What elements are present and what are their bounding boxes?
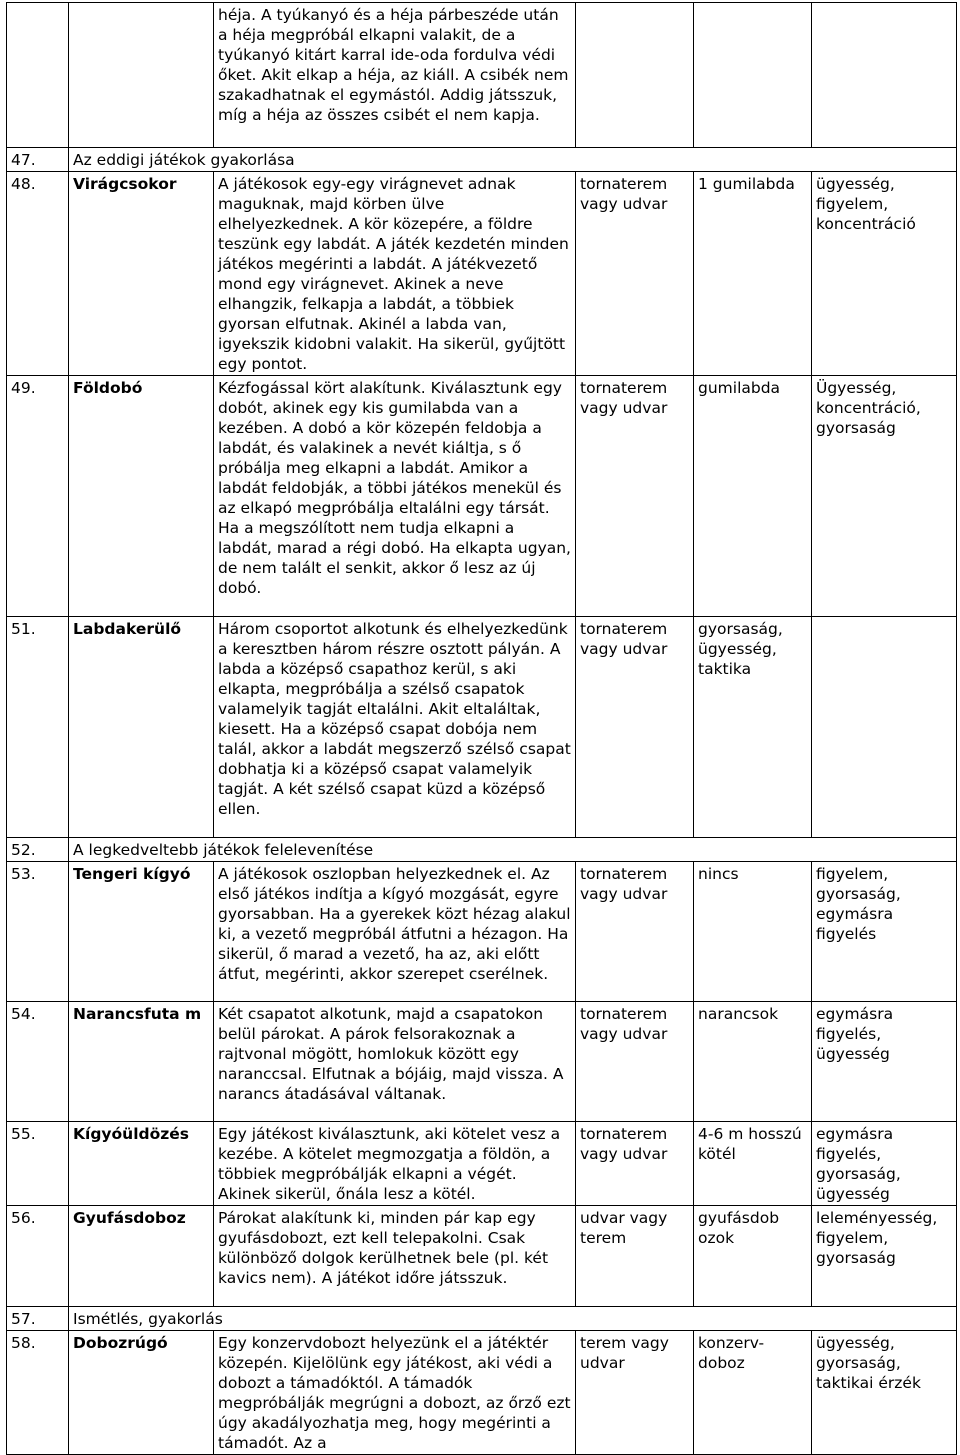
game-equipment: gumilabda [694, 376, 812, 617]
row-number: 51. [7, 617, 69, 838]
game-skills: figyelem, gyorsaság, egymásra figyelés [812, 862, 957, 1002]
game-location: tornaterem vagy udvar [576, 1002, 694, 1122]
section-title: A legkedveltebb játékok felelevenítése [69, 838, 957, 862]
table-row-section [7, 838, 957, 862]
row-number: 58. [7, 1331, 69, 1455]
row-number: 52. [7, 838, 69, 862]
game-name: Labdakerülő [69, 617, 214, 838]
section-title: Ismétlés, gyakorlás [69, 1307, 957, 1331]
table-row-intro [7, 3, 957, 148]
game-equipment: 4-6 m hosszú kötél [694, 1122, 812, 1206]
table-row [7, 1122, 957, 1206]
game-location: tornaterem vagy udvar [576, 172, 694, 376]
table-row-section [7, 148, 957, 172]
game-skills: leleményesség, figyelem, gyorsaság [812, 1206, 957, 1307]
game-equipment: narancsok [694, 1002, 812, 1122]
game-description: A játékosok egy-egy virágnevet adnak maguknak, majd körben ülve elhelyezkednek. A kör közepére, a földre teszünk egy labdát. A játék kezdetén minden játékos megérinti a labdát. A játékvezető mond egy virágnevet. Akinek a neve elhangzik, felkapja a labdát, a többiek gyorsan elfutnak. Akinél a labda van, igyekszik kidobni valakit. Ha sikerül, gyűjtött egy pontot. [214, 172, 576, 376]
game-location: tornaterem vagy udvar [576, 862, 694, 1002]
game-location: terem vagy udvar [576, 1331, 694, 1455]
table-row [7, 376, 957, 617]
section-title: Az eddigi játékok gyakorlása [69, 148, 957, 172]
game-location: tornaterem vagy udvar [576, 376, 694, 617]
row-number: 49. [7, 376, 69, 617]
game-location: tornaterem vagy udvar [576, 1122, 694, 1206]
game-name: Gyufásdoboz [69, 1206, 214, 1307]
row-number: 56. [7, 1206, 69, 1307]
game-location: udvar vagy terem [576, 1206, 694, 1307]
game-location: tornaterem vagy udvar [576, 617, 694, 838]
game-name: Tengeri kígyó [69, 862, 214, 1002]
row-number: 57. [7, 1307, 69, 1331]
table-row [7, 1331, 957, 1455]
game-skills: ügyesség, gyorsaság, taktikai érzék [812, 1331, 957, 1455]
intro-description: héja. A tyúkanyó és a héja párbeszéde után a héja megpróbál elkapni valakit, de a tyúkanyó kitárt karral ide-oda fordulva védi őket. Akit elkap a héja, az kiáll. A csibék nem szakadhatnak el egymástól. Addig játsszuk, míg a héja az összes csibét el nem kapja. [214, 3, 576, 148]
game-name: Dobozrúgó [69, 1331, 214, 1455]
game-name: Földobó [69, 376, 214, 617]
table-row [7, 617, 957, 838]
game-name: Virágcsokor [69, 172, 214, 376]
game-description: Egy játékost kiválasztunk, aki kötelet vesz a kezébe. A kötelet megmozgatja a földön, a többiek megpróbálják elkapni a végét. Akinek sikerül, őnála lesz a kötél. [214, 1122, 576, 1206]
game-description: Párokat alakítunk ki, minden pár kap egy gyufásdobozt, ezt kell telepakolni. Csak különböző dolgok kerülhetnek bele (pl. két kavics nem). A játékot időre játsszuk. [214, 1206, 576, 1307]
game-skills: ügyesség, figyelem, koncentráció [812, 172, 957, 376]
game-equipment: gyorsaság, ügyesség, taktika [694, 617, 812, 838]
game-description: Két csapatot alkotunk, majd a csapatokon belül párokat. A párok felsorakoznak a rajtvonal mögött, homlokuk között egy naranccsal. Elfutnak a bójáig, majd vissza. A narancs átadásával váltanak. [214, 1002, 576, 1122]
game-skills: Ügyesség, koncentráció, gyorsaság [812, 376, 957, 617]
table-row [7, 1206, 957, 1307]
game-equipment: 1 gumilabda [694, 172, 812, 376]
game-equipment: konzerv- doboz [694, 1331, 812, 1455]
game-name: Narancsfuta m [69, 1002, 214, 1122]
game-skills: egymásra figyelés, gyorsaság, ügyesség [812, 1122, 957, 1206]
table-row [7, 172, 957, 376]
games-table [6, 2, 957, 1455]
row-number: 54. [7, 1002, 69, 1122]
table-row-section [7, 1307, 957, 1331]
game-description: A játékosok oszlopban helyezkednek el. Az első játékos indítja a kígyó mozgását, egyre gyorsabban. Ha a gyerekek közt hézag alakul ki, a vezető megpróbál átfutni a hézagon. Ha sikerül, ő marad a vezető, ha az, aki előtt átfut, megérinti, akkor szerepet cserélnek. [214, 862, 576, 1002]
game-skills: egymásra figyelés, ügyesség [812, 1002, 957, 1122]
row-number: 47. [7, 148, 69, 172]
table-row [7, 862, 957, 1002]
table-row [7, 1002, 957, 1122]
game-equipment: nincs [694, 862, 812, 1002]
game-skills [812, 617, 957, 838]
game-description: Kézfogással kört alakítunk. Kiválasztunk egy dobót, akinek egy kis gumilabda van a kezében. A dobó a kör közepén feldobja a labdát, és valakinek a nevét kiáltja, s ő próbálja meg elkapni a labdát. Amikor a labdát feldobják, a többi játékos menekül és az elkapó megpróbálja eltalálni egy társát. Ha a megszólított nem tudja elkapni a labdát, marad a régi dobó. Ha elkapta ugyan, de nem talált el senkit, akkor ő lesz az új dobó. [214, 376, 576, 617]
row-number: 53. [7, 862, 69, 1002]
game-description: Három csoportot alkotunk és elhelyezkedünk a keresztben három részre osztott pályán. A labda a középső csapathoz kerül, s aki elkapta, megpróbálja a szélső csapatok valamelyik tagját eltalálni. Akit eltaláltak, kiesett. Ha a középső csapat dobója nem talál, akkor a labdát megszerző szélső csapat dobhatja ki a középső csapat valamelyik tagját. A két szélső csapat küzd a középső ellen. [214, 617, 576, 838]
row-number: 48. [7, 172, 69, 376]
row-number: 55. [7, 1122, 69, 1206]
game-equipment: gyufásdob ozok [694, 1206, 812, 1307]
game-name: Kígyóüldözés [69, 1122, 214, 1206]
game-description: Egy konzervdobozt helyezünk el a játéktér közepén. Kijelölünk egy játékost, aki védi a dobozt a támadóktól. A támadók megpróbálják megrúgni a dobozt, az őrző ezt úgy akadályozhatja meg, hogy megérinti a támadót. Az a [214, 1331, 576, 1455]
